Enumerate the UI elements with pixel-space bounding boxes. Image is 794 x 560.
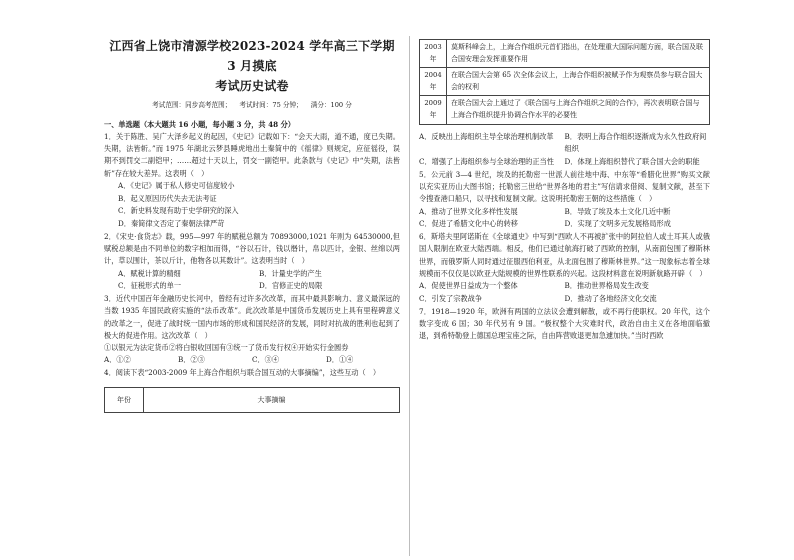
table-row — [420, 68, 710, 96]
exam-time: 考试时间：75 分钟； — [239, 101, 303, 109]
table-cell-year: 2009 年 — [420, 96, 447, 124]
question-1-option-a[interactable]: A．《史记》属于私人修史可信度较小 — [118, 180, 235, 190]
question-6-option-d[interactable]: D．推动了各地经济文化交流 — [564, 293, 657, 303]
question-3-choices: ①以银元为法定货币②将白银收回国有③统一了货币发行权④开始实行金圆券 — [104, 343, 349, 353]
question-5-option-c[interactable]: C．促进了希腊文化中心的转移 — [419, 219, 518, 229]
question-2-option-a[interactable]: A．赋税计算的精细 — [118, 268, 181, 278]
question-6-option-a[interactable]: A．促使世界日益成为一个整体 — [419, 280, 518, 290]
table-cell-text: 在联合国大会上通过了《联合国与上海合作组织之间的合作》，再次表明联合国与上海合作组织提升协调合作水平的必要性 — [447, 96, 710, 124]
question-2-options-row2 — [104, 280, 400, 293]
question-1-option-c[interactable]: C．新史料发现有助于史学研究的深入 — [118, 206, 239, 216]
question-6-stem: 6．斯塔夫里阿诺斯在《全球通史》中写到“西欧人不再被扩张中的阿拉伯人或土耳其人或俄国人限制在欧亚大陆西端。相反，他们已通过航海打破了西欧的控制，从南面包围了穆斯林世界，而俄罗斯人同时通过征服西伯利亚，从北面包围了穆斯林世界。”这一现象标志着全球规模而不仅仅是以欧亚大陆规模的世界性联系的兴起。这段材料意在说明新航路开辟（ ） — [419, 232, 710, 278]
question-6-option-b[interactable]: B．推动世界格局发生改变 — [564, 280, 649, 290]
question-3-option-d[interactable]: D．①④ — [326, 355, 354, 365]
question-6-options-row2 — [419, 293, 710, 306]
left-column — [104, 36, 400, 413]
question-2-option-b[interactable]: B．计量史学的产生 — [259, 268, 322, 278]
table-cell-year: 2003 年 — [420, 40, 447, 68]
question-4-options-row2 — [419, 156, 710, 169]
question-2-option-c[interactable]: C．征税形式的单一 — [118, 281, 182, 291]
question-6-option-c[interactable]: C．引发了宗教战争 — [419, 293, 483, 303]
exam-title-line1: 江西省上饶市清源学校2023-2024 学年高三下学期 3 月摸底 — [109, 39, 395, 73]
question-3-options — [104, 354, 400, 367]
question-1-option-b[interactable]: B．起义原因历代失去无法考证 — [118, 193, 217, 203]
question-4-table — [419, 39, 710, 125]
question-5-options-row2 — [419, 218, 710, 231]
question-2-stem: 2．《宋史·食货志》载，995—997 年的赋税总额为 70893000,1021 年则为 64530000,但赋税总额是由不同单位的数字相加而得，“谷以石计，钱以缗计，帛以匹计，金银、丝绵以两计，草以围计，茶以斤计，他物各以其数计”。这表明当时（ ） — [104, 232, 400, 266]
exam-scope: 考试范围：同步高考范围； — [152, 101, 232, 109]
question-5-option-a[interactable]: A．推动了世界文化多样性发展 — [419, 206, 518, 216]
column-divider — [409, 36, 410, 556]
question-4-option-d[interactable]: D．体现上海组织替代了联合国大会的职能 — [564, 157, 700, 167]
question-2-options-row1 — [104, 268, 400, 281]
table-row — [420, 40, 710, 68]
exam-meta — [104, 99, 400, 111]
table-header-year: 年份 — [105, 388, 144, 413]
question-3-option-a[interactable]: A．①② — [104, 355, 131, 365]
question-1-stem: 1．关于陈胜、吴广大泽乡起义的起因，《史记》记载如下：“会天大雨，道不通，度已失期。失期，法皆斩。”而 1975 年湖北云梦县睡虎地出土秦简中的《徭律》则规定，应征徭役，误期不到罚交二副铠甲；……超过十天以上，罚交一副铠甲。此条款与《史记》中“失期，法皆斩”存在较大差异。这表明（ ） — [104, 132, 400, 178]
table-cell-year: 2004 年 — [420, 68, 447, 96]
table-header-events: 大事摘编 — [144, 388, 400, 413]
question-4-option-c[interactable]: C．增强了上海组织参与全球治理的正当性 — [419, 157, 554, 167]
question-5-option-b[interactable]: B．导致了埃及本土文化几近中断 — [564, 206, 671, 216]
question-6-options-row1 — [419, 280, 710, 293]
question-5-options-row1 — [419, 206, 710, 219]
question-4-table-header — [104, 387, 400, 413]
question-4-option-a[interactable]: A．反映出上海组织主导全球治理机制改革 — [419, 131, 554, 141]
section-heading: 一、单选题（本大题共 16 小题，每小题 3 分，共 48 分） — [104, 120, 295, 129]
question-5-option-d[interactable]: D．实现了文明多元发展格局形成 — [564, 219, 671, 229]
question-4-stem: 4．阅读下表“2003-2009 年上海合作组织与联合国互动的大事摘编”，这些互动（ ） — [104, 368, 381, 378]
question-7-stem: 7．1918—1920 年，欧洲有两国的立法议会遭到解散，或不再行使职权。20 年代，这个数字变成 6 国；30 年代另有 9 国。“极权整个大灾难时代，政治自由主义在各地面临撤退，到希特勒登上德国总理宝座之际，自由阵营败退更加急遽加快。”当时西欧 — [419, 306, 710, 340]
question-4-options-row1 — [419, 131, 710, 157]
table-row — [420, 96, 710, 124]
question-2-option-d[interactable]: D．官修正史的局限 — [259, 281, 323, 291]
question-4-option-b[interactable]: B．表明上海合作组织逐渐成为永久性政府间组织 — [564, 131, 707, 154]
question-3-option-c[interactable]: C．③④ — [252, 355, 280, 365]
exam-title-line2: 考试历史试卷 — [215, 79, 289, 93]
table-cell-text: 莫斯科峰会上，上海合作组织元首们指出，在处理重大国际问题方面，联合国及联合国安理会发挥重要作用 — [447, 40, 710, 68]
question-3-option-b[interactable]: B．②③ — [178, 355, 205, 365]
question-1-option-d[interactable]: D．秦简律文否定了秦朝法律严苛 — [118, 219, 225, 229]
exam-score: 满分：100 分 — [310, 101, 352, 109]
right-column — [419, 39, 710, 342]
table-cell-text: 在联合国大会第 65 次全体会议上，上海合作组织被赋予作为观察员参与联合国大会的权利 — [447, 68, 710, 96]
question-3-stem: 3．近代中国百年金融历史长河中，曾经有过许多次改革，而其中最具影响力、意义最深远的当数 1935 年国民政府实施的“法币改革”。此次改革是中国货币发展历史上具有里程碑意义的改革之一，促进了战时统一国内市场的形成和国民经济的发展，同时对抗战的胜利也起到了极大的促进作用。这次改革（ ） — [104, 294, 400, 340]
question-5-stem: 5．公元前 3—4 世纪，埃及的托勒密一世派人前往地中海、中东等“希腊化世界”购买文献以充实亚历山大图书馆；托勒密三世给“世界各地的君主”写信请求借阅、复制文献，甚至下令搜查港口船只，以寻找和复制文献。这说明托勒密王朝的这些措施（ ） — [419, 169, 710, 204]
